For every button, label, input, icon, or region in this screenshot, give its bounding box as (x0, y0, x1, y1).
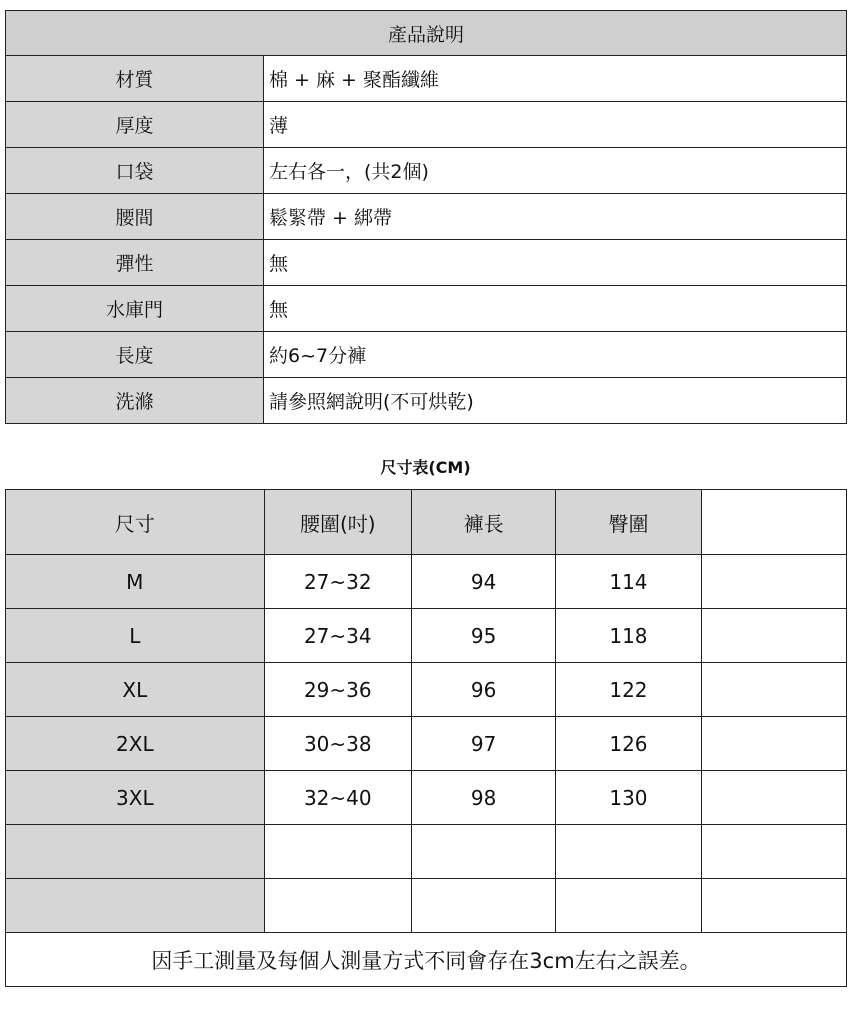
size-cell (701, 555, 846, 609)
size-header-row (6, 490, 847, 555)
size-header-cell (701, 490, 846, 555)
size-cell: 118 (556, 609, 701, 663)
description-label: 彈性 (6, 240, 264, 286)
size-row (6, 555, 847, 609)
size-cell: 2XL (6, 717, 265, 771)
size-chart-title: 尺寸表(CM) (380, 458, 471, 477)
size-cell: 27~34 (264, 609, 411, 663)
size-cell: 94 (411, 555, 555, 609)
description-value: 請參照網說明(不可烘乾) (264, 378, 847, 424)
measurement-note: 因手工測量及每個人測量方式不同會存在3cm左右之誤差。 (6, 933, 847, 987)
size-cell (701, 609, 846, 663)
size-cell (411, 879, 555, 933)
description-value: 薄 (264, 102, 847, 148)
size-cell: 97 (411, 717, 555, 771)
size-header-cell: 腰圍(吋) (264, 490, 411, 555)
description-value: 鬆緊帶 + 綁帶 (264, 194, 847, 240)
description-value: 無 (264, 240, 847, 286)
size-cell: 114 (556, 555, 701, 609)
size-cell: 27~32 (264, 555, 411, 609)
size-row (6, 771, 847, 825)
size-cell: 32~40 (264, 771, 411, 825)
description-header-row (6, 11, 847, 56)
description-row (6, 148, 847, 194)
size-cell (264, 825, 411, 879)
size-cell: XL (6, 663, 265, 717)
size-cell (701, 825, 846, 879)
description-value: 左右各一，(共2個) (264, 148, 847, 194)
description-row (6, 332, 847, 378)
description-label: 腰間 (6, 194, 264, 240)
size-cell: 95 (411, 609, 555, 663)
description-value: 棉 + 麻 + 聚酯纖維 (264, 56, 847, 102)
description-label: 材質 (6, 56, 264, 102)
description-row (6, 378, 847, 424)
size-cell: 3XL (6, 771, 265, 825)
description-label: 水庫門 (6, 286, 264, 332)
product-description-table (5, 10, 847, 424)
description-row (6, 56, 847, 102)
size-cell: M (6, 555, 265, 609)
size-cell: 130 (556, 771, 701, 825)
size-header-cell: 臀圍 (556, 490, 701, 555)
description-label: 厚度 (6, 102, 264, 148)
size-cell (556, 825, 701, 879)
size-cell: 30~38 (264, 717, 411, 771)
size-cell (701, 771, 846, 825)
size-cell (411, 825, 555, 879)
description-row (6, 240, 847, 286)
size-chart-table (5, 489, 847, 987)
size-cell: 96 (411, 663, 555, 717)
size-row (6, 609, 847, 663)
size-row (6, 879, 847, 933)
description-value: 無 (264, 286, 847, 332)
description-row (6, 194, 847, 240)
size-cell (701, 879, 846, 933)
size-row (6, 717, 847, 771)
size-cell (701, 663, 846, 717)
size-row (6, 825, 847, 879)
description-row (6, 102, 847, 148)
size-cell: 122 (556, 663, 701, 717)
description-label: 長度 (6, 332, 264, 378)
size-cell: 29~36 (264, 663, 411, 717)
size-cell (6, 879, 265, 933)
size-cell (556, 879, 701, 933)
size-cell: 126 (556, 717, 701, 771)
size-note-row (6, 933, 847, 987)
size-row (6, 663, 847, 717)
size-cell (264, 879, 411, 933)
size-header-cell: 褲長 (411, 490, 555, 555)
size-cell: L (6, 609, 265, 663)
size-header-cell: 尺寸 (6, 490, 265, 555)
description-label: 口袋 (6, 148, 264, 194)
description-label: 洗滌 (6, 378, 264, 424)
description-row (6, 286, 847, 332)
description-value: 約6~7分褲 (264, 332, 847, 378)
description-title: 產品說明 (6, 11, 847, 56)
size-cell (6, 825, 265, 879)
size-cell: 98 (411, 771, 555, 825)
size-cell (701, 717, 846, 771)
